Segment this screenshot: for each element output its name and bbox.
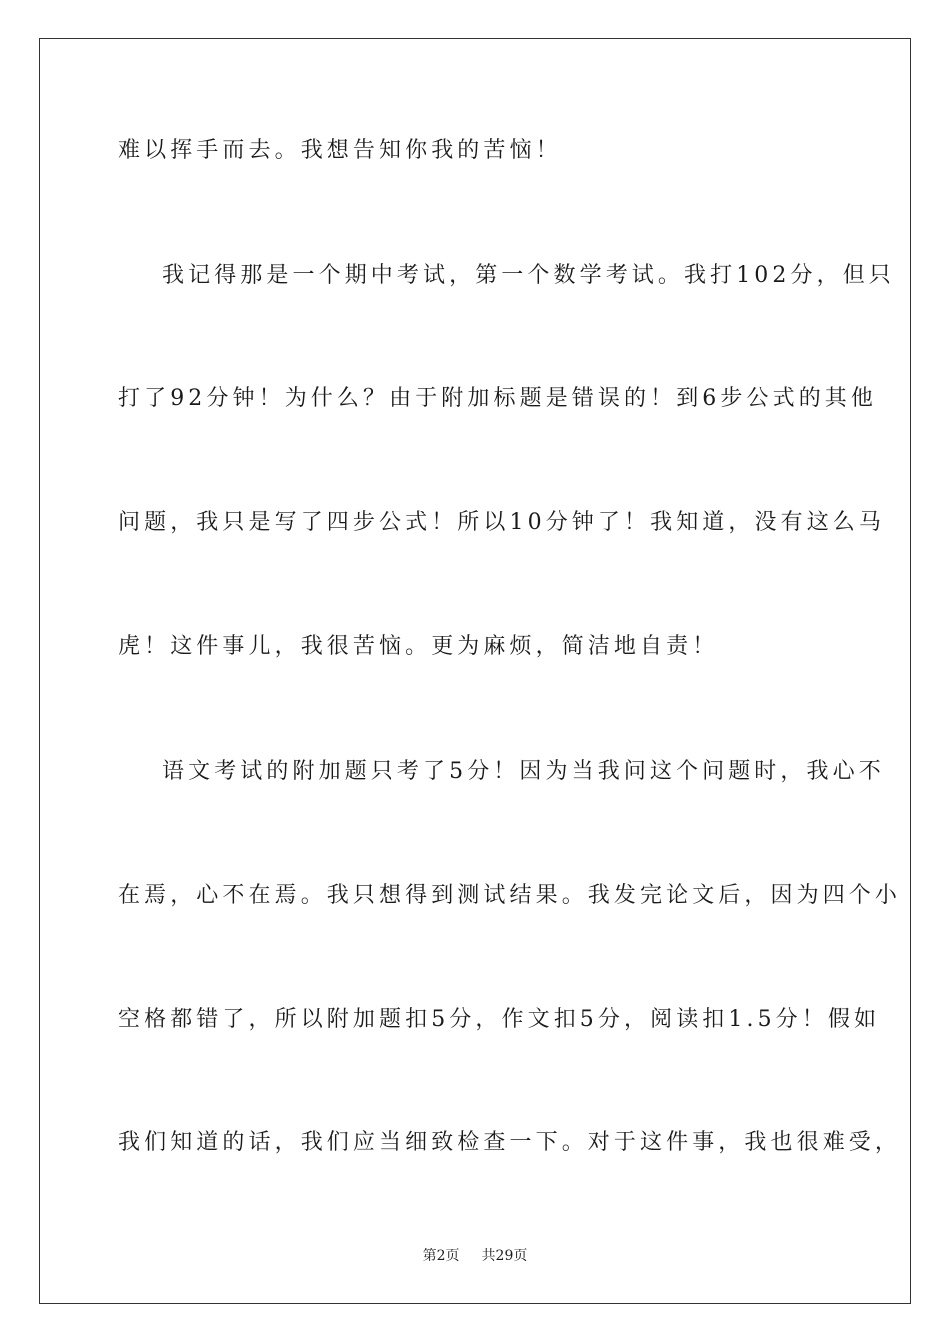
body-text-line: 问题，我只是写了四步公式！所以10分钟了！我知道，没有这么马	[118, 510, 885, 535]
total-pages: 共29页	[481, 1248, 528, 1264]
body-text-line: 虎！这件事儿，我很苦恼。更为麻烦，简洁地自责！	[118, 634, 719, 659]
page-footer	[0, 1247, 950, 1265]
body-text-line: 打了92分钟！为什么？由于附加标题是错误的！到6步公式的其他	[118, 386, 877, 411]
body-text-line: 在焉，心不在焉。我只想得到测试结果。我发完论文后，因为四个小	[118, 883, 902, 908]
page-number: 第2页	[422, 1248, 460, 1264]
body-text-line: 我们知道的话，我们应当细致检查一下。对于这件事，我也很难受，	[118, 1130, 902, 1155]
paragraph-start-line: 我记得那是一个期中考试，第一个数学考试。我打102分，但只	[162, 263, 895, 288]
page-border	[39, 38, 911, 1304]
body-text-line: 难以挥手而去。我想告知你我的苦恼！	[118, 138, 562, 163]
body-text-line: 空格都错了，所以附加题扣5分，作文扣5分，阅读扣1.5分！假如	[118, 1007, 881, 1032]
paragraph-start-line: 语文考试的附加题只考了5分！因为当我问这个问题时，我心不	[162, 759, 885, 784]
